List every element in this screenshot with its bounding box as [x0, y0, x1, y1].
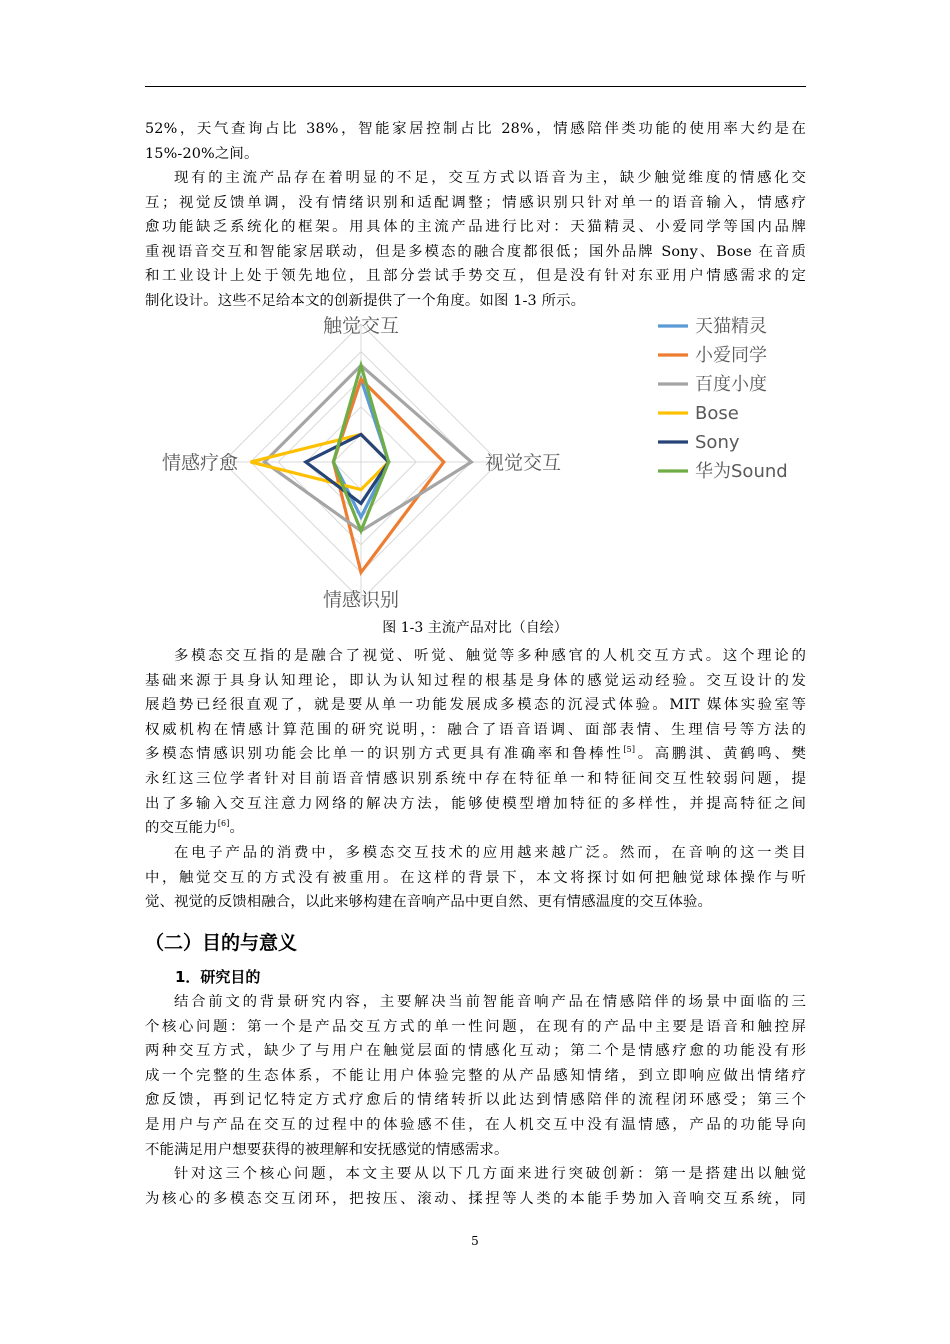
axis-label: 情感疗愈	[161, 452, 238, 474]
text-line: 和工业设计上处于领先地位，且部分尝试手势交互，但是没有针对东亚用户情感需求的定	[145, 268, 806, 285]
axis-label: 视觉交互	[485, 452, 562, 474]
legend-label: 百度小度	[695, 374, 767, 395]
text-line	[145, 816, 806, 841]
text-line: 在电子产品的消费中，多模态交互技术的应用越来越广泛。然而，在音响的这一类目	[174, 845, 806, 861]
text-line: 出了多输入交互注意力网络的解决方法，能够使模型增加特征的多样性，并提高特征之间	[145, 795, 806, 812]
paragraph-1	[145, 117, 806, 166]
text-line: 成一个完整的生态体系，不能让用户体验完整的从产品感知情绪，到立即响应做出情绪疗	[145, 1067, 806, 1084]
text-line: 为核心的多模态交互闭环，把按压、滚动、揉捏等人类的本能手势加入音响交互系统，同	[145, 1190, 806, 1207]
text-line: 两种交互方式，缺少了与用户在触觉层面的情感化互动；第二个是情感疗愈的功能没有形	[145, 1043, 806, 1060]
text-line: 是用户与产品在交互的过程中的体验感不佳，在人机交互中没有温情感，产品的功能导向	[145, 1116, 806, 1133]
legend-label: Sony	[695, 432, 740, 453]
text-line: 针对这三个核心问题，本文主要从以下几方面来进行突破创新：第一是搭建出以触觉	[174, 1166, 806, 1182]
axis-label: 触觉交互	[322, 315, 400, 337]
text-line: 永红这三位学者针对目前语音情感识别系统中存在特征单一和特征间交互性较弱问题，提	[145, 770, 806, 787]
text-run: 。	[229, 820, 245, 837]
citation-5[interactable]: [5]	[623, 745, 636, 755]
text-line	[145, 742, 806, 767]
text-run: 多模态情感识别功能会比单一的识别方式更具有准确率和鲁棒性	[145, 746, 624, 763]
legend-label: 小爱同学	[695, 345, 767, 366]
text-line: 愈反馈，再到记忆特定方式疗愈后的情绪转折以此达到情感陪伴的流程闭环感受；第三个	[145, 1092, 806, 1109]
paragraph-2	[145, 166, 806, 314]
page-number: 5	[471, 1234, 479, 1248]
text-line: 结合前文的背景研究内容，主要解决当前智能音响产品在情感陪伴的场景中面临的三	[174, 994, 806, 1010]
paragraph-6	[145, 1162, 806, 1211]
paragraph-4	[145, 841, 806, 915]
text-line: 15%-20%之间。	[145, 145, 259, 162]
legend-label: 华为Sound	[695, 461, 788, 482]
text-line: 现有的主流产品存在着明显的不足，交互方式以语音为主，缺少触觉维度的情感化交	[174, 170, 806, 186]
text-line: 多模态交互指的是融合了视觉、听觉、触觉等多种感官的人机交互方式。这个理论的	[174, 648, 806, 664]
citation-6[interactable]: [6]	[217, 819, 230, 829]
text-run: 的交互能力	[145, 820, 218, 837]
axis-label: 情感识别	[322, 589, 400, 611]
text-line: 制化设计。这些不足给本文的创新提供了一个角度。如图 1-3 所示。	[145, 292, 586, 309]
legend-label: Bose	[695, 403, 739, 424]
paragraph-5	[145, 990, 806, 1162]
figure-caption: 图 1-3 主流产品对比（自绘）	[382, 620, 568, 636]
text-line: 中，触觉交互的方式没有被重用。在这样的背景下，本文将探讨如何把触觉球体操作与听	[145, 869, 806, 886]
paragraph-3	[145, 644, 806, 841]
subsection-heading: 1．研究目的	[175, 968, 261, 986]
text-line: 互；视觉反馈单调，没有情绪识别和适配调整；情感识别只针对单一的语音输入，情感疗	[145, 194, 806, 211]
header-rule	[145, 86, 806, 87]
chart-legend	[658, 316, 788, 482]
text-line: 权威机构在情感计算范围的研究说明，：融合了语音语调、面部表情、生理信号等方法的	[145, 721, 806, 738]
radar-chart	[150, 310, 800, 615]
text-line: 觉、视觉的反馈相融合，以此来够构建在音响产品中更自然、更有情感温度的交互体验。	[145, 894, 713, 911]
text-line: 愈功能缺乏系统化的框架。用具体的主流产品进行比对：天猫精灵、小爱同学等国内品牌	[145, 219, 806, 236]
text-line: 重视语音交互和智能家居联动，但是多模态的融合度都很低；国外品牌 Sony、Bose 在音质	[145, 243, 806, 260]
text-line: 不能满足用户想要获得的被理解和安抚感觉的情感需求。	[145, 1141, 509, 1158]
text-line: 52%，天气查询占比 38%，智能家居控制占比 28%，情感陪伴类功能的使用率大约是在	[145, 121, 806, 137]
text-line: 基础来源于具身认知理论，即认为认知过程的根基是身体的感觉运动经验。交互设计的发	[145, 672, 806, 689]
text-line: 个核心问题：第一个是产品交互方式的单一性问题，在现有的产品中主要是语音和触控屏	[145, 1018, 806, 1035]
legend-label: 天猫精灵	[695, 316, 767, 337]
text-run: 。高鹏淇、黄鹤鸣、樊	[635, 746, 806, 763]
text-line: 展趋势已经很直观了，就是要从单一功能发展成多模态的沉浸式体验。MIT 媒体实验室等	[145, 697, 806, 714]
section-heading: （二）目的与意义	[145, 932, 298, 954]
